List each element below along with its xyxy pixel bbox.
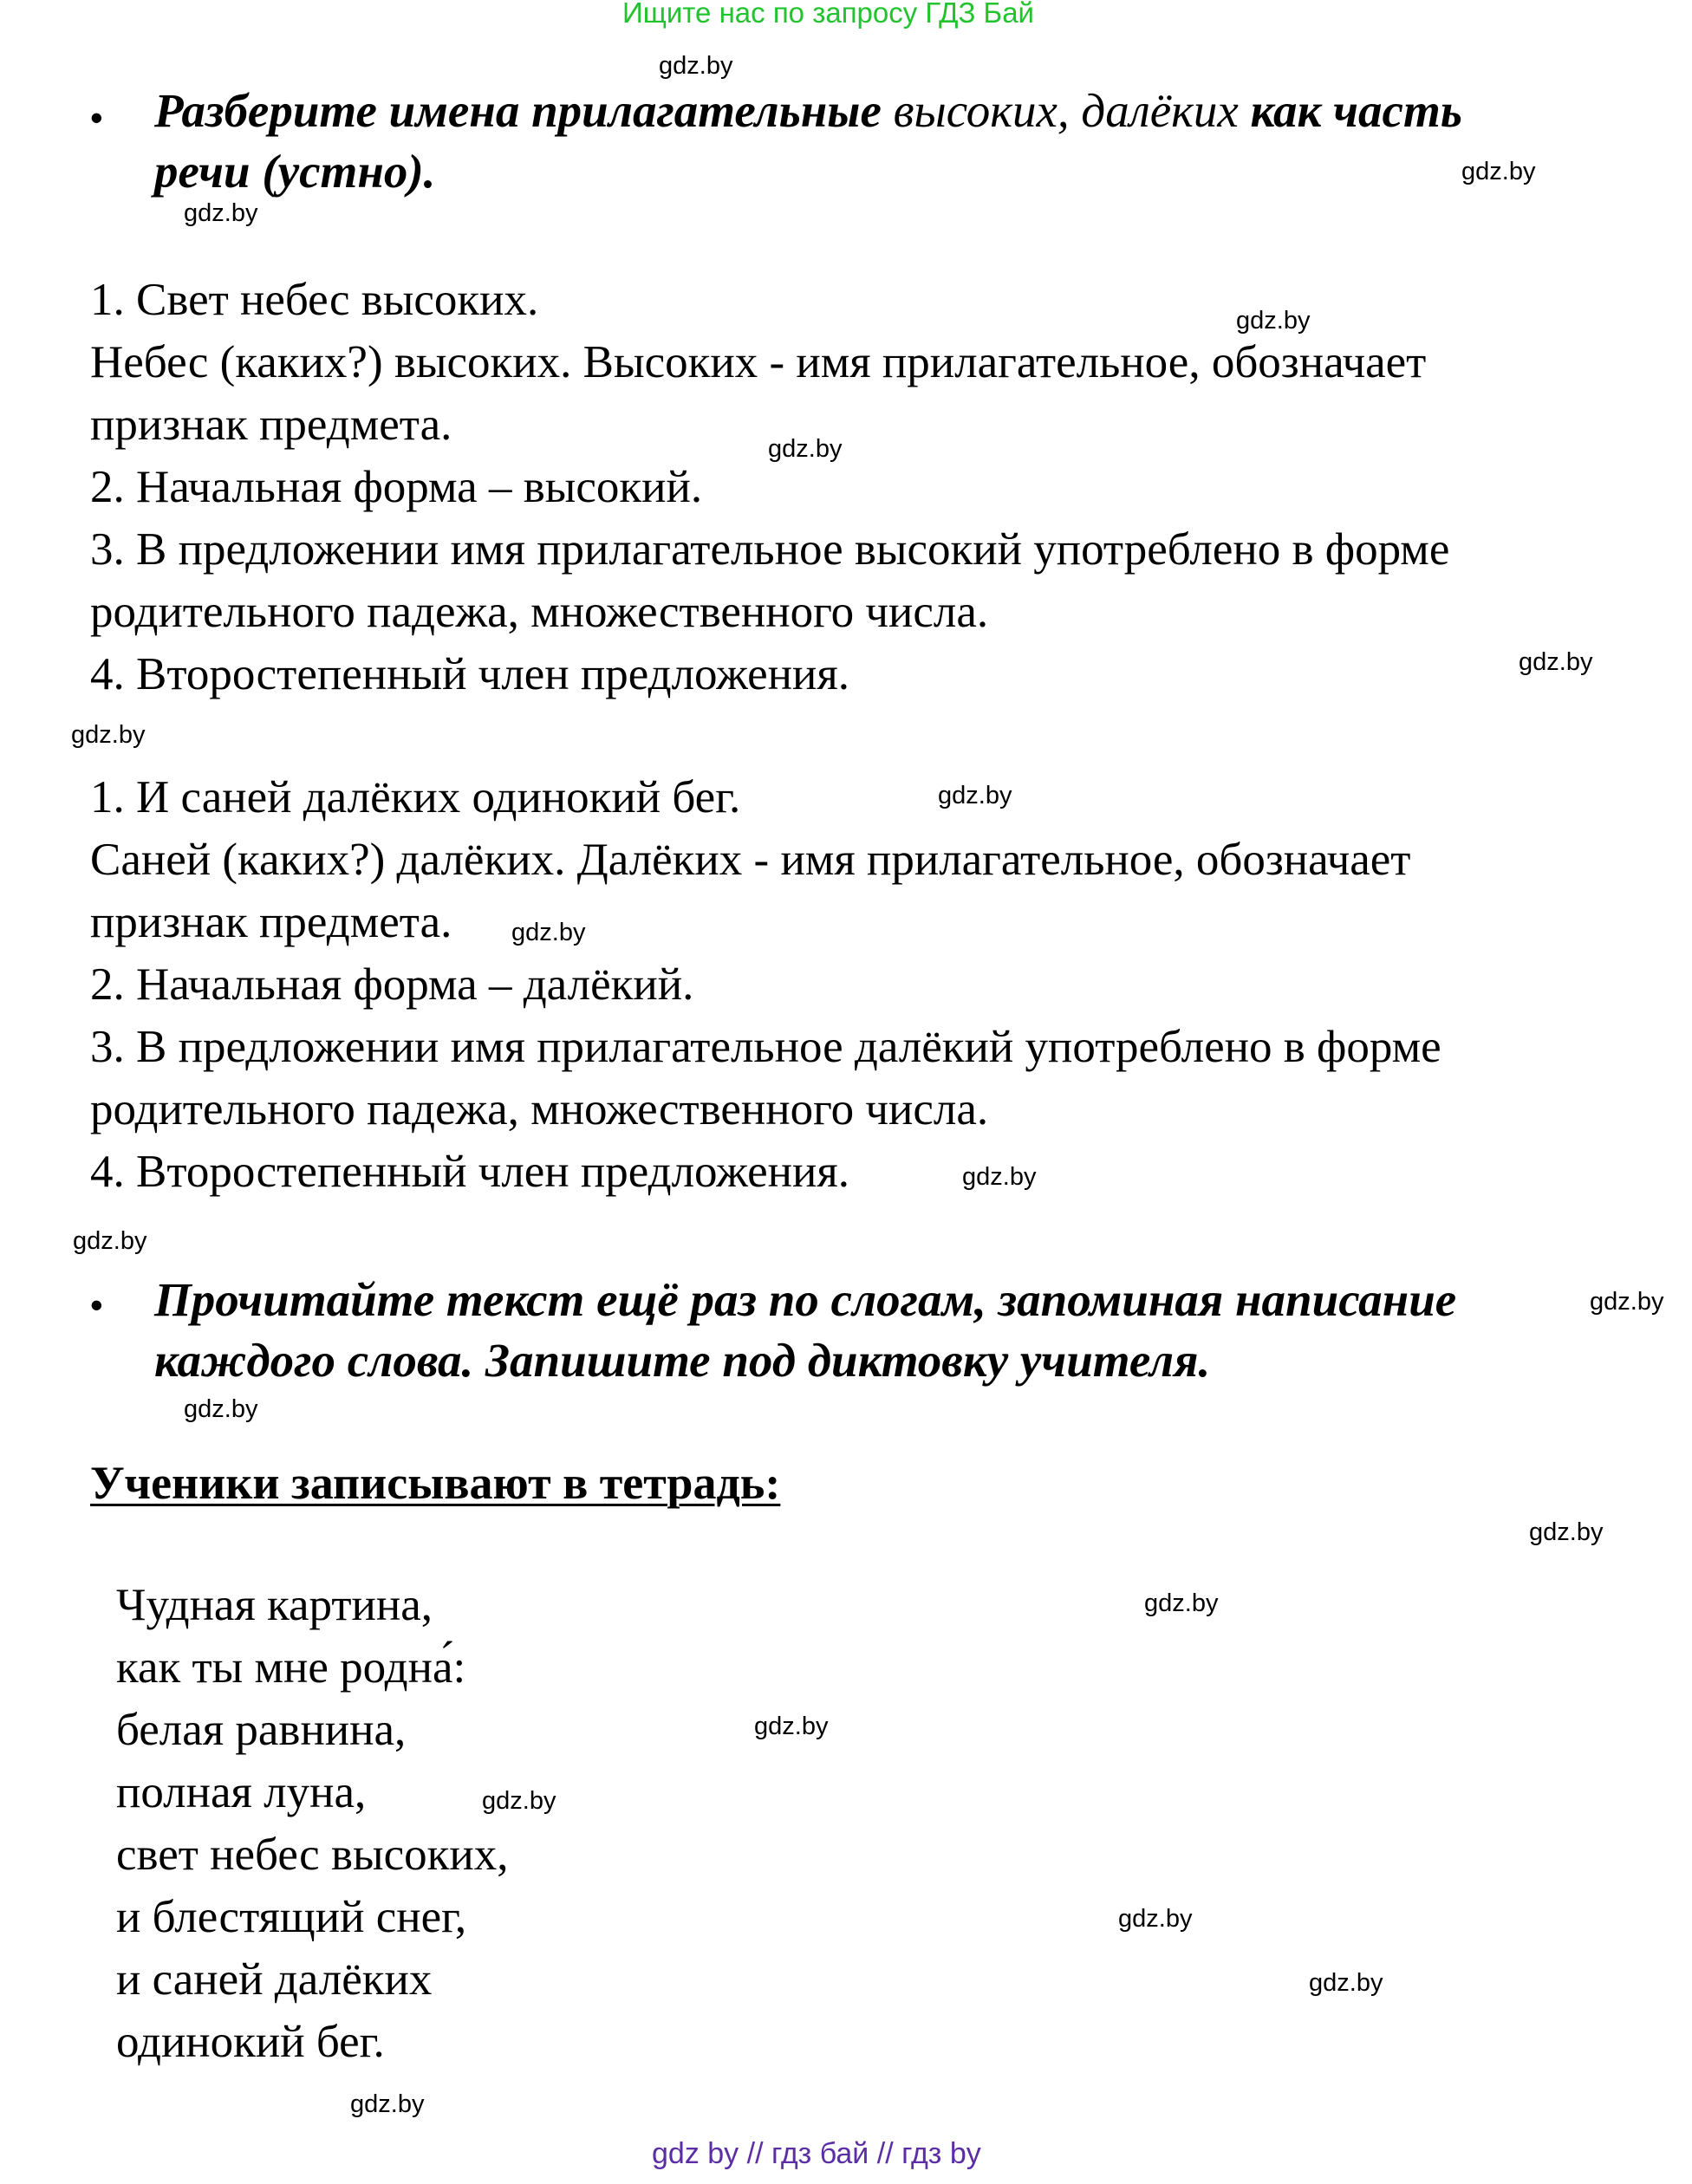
watermark: gdz.by [73,1227,147,1255]
analysis2-line-6: родительного падежа, множественного числа. [90,1084,989,1134]
analysis2-line-3: признак предмета. [90,897,452,947]
task1-part1: Разберите имена прилагательные [154,84,882,137]
watermark: gdz.by [1590,1288,1664,1316]
watermark: gdz.by [1529,1518,1604,1546]
analysis1-line-4: 2. Начальная форма – высокий. [90,462,703,512]
task1-part3: как часть [1250,84,1462,137]
task1-part2: высоких, далёких [893,84,1239,137]
watermark: gdz.by [482,1787,556,1815]
task2-line1: Прочитайте текст ещё раз по слогам, запоминая написание [154,1273,1457,1326]
task2-line2: каждого слова. Запишите под диктовку учителя. [154,1334,1211,1387]
poem-line-5: свет небес высоких, [116,1830,509,1880]
watermark: gdz.by [1309,1969,1383,1997]
poem-line-7: и саней далёких [116,1954,433,2005]
watermark: gdz.by [962,1163,1037,1191]
watermark: gdz.by [350,2090,425,2118]
watermark: gdz.by [1236,307,1311,335]
watermark: gdz.by [184,1395,258,1423]
analysis1-line-7: 4. Второстепенный член предложения. [90,649,850,699]
top-banner: Ищите нас по запросу ГДЗ Бай [622,0,1034,29]
watermark: gdz.by [71,721,146,749]
task1-line2: речи (устно). [154,145,436,198]
analysis2-line-7: 4. Второстепенный член предложения. [90,1147,850,1197]
footer-links: gdz by // гдз бай // гдз by [652,2137,981,2170]
analysis1-line-3: признак предмета. [90,400,452,450]
watermark: gdz.by [1461,158,1536,185]
analysis2-line-4: 2. Начальная форма – далёкий. [90,959,694,1010]
watermark: gdz.by [754,1713,829,1740]
task1-bullet: • [90,97,103,138]
poem-line-2: как ты мне родна́: [116,1642,466,1693]
analysis2-line-5: 3. В предложении имя прилагательное далёкий употреблено в форме [90,1022,1441,1072]
watermark: gdz.by [938,782,1012,809]
analysis1-line-6: родительного падежа, множественного числа. [90,587,989,637]
watermark: gdz.by [511,919,586,946]
watermark: gdz.by [1144,1589,1219,1617]
analysis2-line-2: Саней (каких?) далёких. Далёких - имя прилагательное, обозначает [90,835,1411,885]
watermark: gdz.by [1118,1905,1193,1933]
analysis1-line-1: 1. Свет небес высоких. [90,275,539,325]
analysis1-line-5: 3. В предложении имя прилагательное высокий употреблено в форме [90,524,1450,575]
notebook-heading: Ученики записывают в тетрадь: [90,1457,781,1509]
watermark: gdz.by [184,199,258,227]
watermark: gdz.by [1519,648,1593,676]
watermark: gdz.by [768,435,843,463]
poem-line-8: одинокий бег. [116,2017,385,2067]
analysis2-line-1: 1. И саней далёких одинокий бег. [90,772,741,822]
analysis1-line-2: Небес (каких?) высоких. Высоких - имя прилагательное, обозначает [90,337,1427,387]
task1-line1 [154,83,1462,138]
watermark: gdz.by [659,52,733,80]
poem-line-3: белая равнина, [116,1705,407,1755]
poem-line-6: и блестящий снег, [116,1892,467,1942]
poem-line-1: Чудная картина, [116,1580,433,1630]
poem-line-4: полная луна, [116,1767,367,1817]
task2-bullet: • [90,1284,103,1325]
